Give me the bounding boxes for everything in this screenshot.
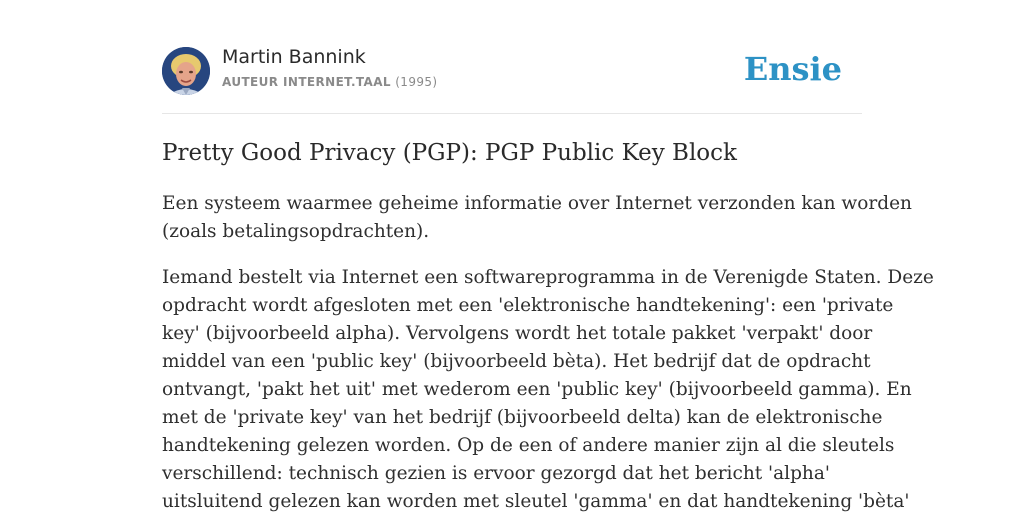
article-title: Pretty Good Privacy (PGP): PGP Public Key Block	[162, 140, 737, 166]
author-year: (1995)	[395, 75, 438, 89]
author-name[interactable]: Martin Bannink	[222, 46, 366, 68]
text-line: opdracht wordt afgesloten met een 'elektronische handtekening': een 'private	[162, 295, 894, 316]
text-line: middel van een 'public key' (bijvoorbeeld bèta). Het bedrijf dat de opdracht	[162, 351, 871, 372]
avatar-portrait-icon	[162, 47, 210, 95]
text-line: Een systeem waarmee geheime informatie over Internet verzonden kan worden	[162, 193, 912, 214]
text-line: handtekening gelezen worden. Op de een of andere manier zijn al die sleutels	[162, 435, 895, 456]
divider	[162, 113, 862, 114]
paragraph	[162, 190, 912, 246]
avatar[interactable]	[162, 47, 210, 95]
ensie-logo[interactable]: Ensie	[743, 50, 842, 88]
text-line: ontvangt, 'pakt het uit' met wederom een 'public key' (bijvoorbeeld gamma). En	[162, 379, 912, 400]
text-line: met de 'private key' van het bedrijf (bijvoorbeeld delta) kan de elektronische	[162, 407, 883, 428]
author-role: AUTEUR INTERNET.TAAL	[222, 75, 391, 89]
author-credentials	[222, 75, 438, 89]
paragraph	[162, 264, 934, 512]
text-line: uitsluitend gelezen kan worden met sleutel 'gamma' en dat handtekening 'bèta'	[162, 491, 910, 512]
text-line: verschillend: technisch gezien is ervoor gezorgd dat het bericht 'alpha'	[162, 463, 830, 484]
text-line: Iemand bestelt via Internet een softwareprogramma in de Verenigde Staten. Deze	[162, 267, 934, 288]
author-header	[162, 46, 862, 96]
article-body	[162, 190, 934, 512]
text-line: (zoals betalingsopdrachten).	[162, 221, 430, 242]
text-line: key' (bijvoorbeeld alpha). Vervolgens wordt het totale pakket 'verpakt' door	[162, 323, 873, 344]
